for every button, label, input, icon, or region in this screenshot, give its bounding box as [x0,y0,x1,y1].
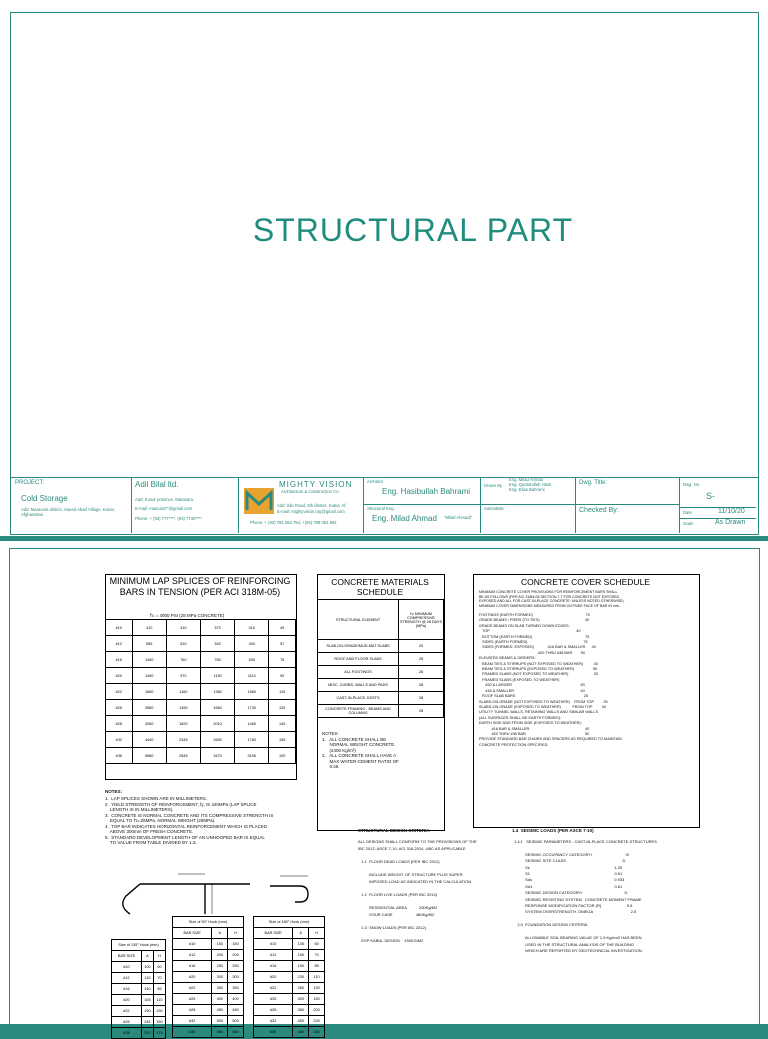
drawn-cell [481,477,576,533]
dwg-title-cell [576,477,680,533]
bar-size: #12 [173,950,212,961]
structural-element: MISC. CURBS, WALLS AND PADS [318,679,399,692]
hook-length: 140 [269,716,296,732]
lap-notes: 1. LAP SPLICES SHOWN ARE IN MILLIMETERS. 2. YIELD STRENGTH OF REINFORCEMENT, fy, IS 420MPa (LAP SPLICE LENGTH IS IN MILLIMETERS). 3. CONCRETE IS NORMAL CONCRETE AND ITS COMPRESSIVE STRENGTH IS EQUAL TO f'c=28MPa, NORMAL WEIGHT (28MPa). 4. TOP BAR INDICATES HORIZONTAL REINFORCEMENT WHICH IS PLACED ABOVE 300mm OF FRESH CONCRETE. 5. STANDARD DEVELOPMENT LENGTH OF AN UNHOOPED BAR IS EQUAL TO VALUE FROM TABLE DIVIDED BY 1.3. [105,796,274,845]
table-row [173,1016,244,1027]
bar-size: #28 [173,1005,212,1016]
hook-length: 45 [269,620,296,636]
table-header-row [254,928,325,939]
dimension-a: 100 [141,962,153,973]
structural-element: CAST-IN-PLACE JOISTS [318,692,399,705]
compressive-strength: 28 [399,666,444,679]
column-header: H [309,928,325,939]
table-row [106,668,296,684]
structural-label: Structural Eng. [367,506,395,511]
table-row [106,636,296,652]
client-name: Adil Bilal ltd. [135,480,179,489]
date-value: 11/10/20 [718,508,745,515]
bar-size: #10 [173,939,212,950]
dimension-a: 380 [293,1005,309,1016]
table-row [112,973,166,984]
dimension-a: 245 [141,1017,153,1028]
dimension-a: 150 [293,950,309,961]
bar-size: #25 [254,994,293,1005]
checked-label: Checked By: [579,507,619,514]
bar-size: #36 [254,1027,293,1038]
dimension-a: 230 [293,972,309,983]
top-bar-class-a: 1650 [132,684,166,700]
other-bar-class-a: 780 [200,652,234,668]
table-row [106,716,296,732]
dimension-a: 480 [293,1027,309,1038]
dimension-h: 250 [228,961,244,972]
seismic-text: 1.4.1 SEISMIC PARAMETERS - CAST-IN-PLACE CONCRETE STRUCTURES SEISMIC OCCUPANCY CATEGORY/ IV SEISMIC SITE CLASS D Ss 1.25 S1 0.51 Sds 0.933 Sd1 0.61 SEISMIC DESIGN CATEGORY/ D SEISMIC RESISTING SYSTEM CONCRETE MOMENT FRAME RESPONSE MODIFICATION FACTOR (R) 5.5 SYSTEM OVERSTRENGTH, OMEGA 2.5 2.0 FOUNDATION DESIGN CRITERIA ALLOWABLE SOIL BEARING VALUE OF 1.5 Kg/cm2 HAS BEEN USED IN THE STRUCTURAL ANALYSIS OF THE BUILDING WHICH ARE REPORTED BY GEOTECHNICAL INVESTIGATION. [514,839,657,953]
table-row [173,939,244,950]
bar-size: #12 [106,636,133,652]
table-title: Size of 180° Hook (mm) [254,917,325,928]
dimension-h: 200 [228,950,244,961]
top-bar-class-b: 610 [166,636,200,652]
other-bar-class-b: 3195 [235,748,269,764]
table-row [112,1017,166,1028]
bar-size: #16 [173,961,212,972]
scale-label: Scale [683,521,694,526]
drawn-by-label: Drawn By [484,483,503,488]
hook-90-table [172,916,244,1038]
hook-135-table [111,939,166,1039]
top-bar-class-b: 970 [166,668,200,684]
divider [576,504,679,505]
table-header-row [173,928,244,939]
design-title: STRUCTURAL DESIGN CRITERIA [358,828,430,833]
dimension-a: 450 [212,1005,228,1016]
structural-name: Eng. Milad Ahmad [372,514,437,523]
top-bar-class-b: 1820 [166,716,200,732]
hook-length: 125 [269,700,296,716]
dimension-a: 450 [293,1016,309,1027]
dimension-h: 60 [153,962,165,973]
other-bar-class-a: 2690 [200,732,234,748]
bar-size: #25 [112,1017,142,1028]
materials-notes: NOTES: 1. ALL CONCRETE SHALL BE NORMAL WEIGHT CONCRETE. (2400 Kg/m³) 2. ALL CONCRETE SHALL HAVE A MAX WATER-CEMENT RATIO OF 0.45. [322,731,399,769]
other-bar-class-b: 1110 [235,668,269,684]
column-header: H [228,928,244,939]
column-header: BAR SIZE [254,928,293,939]
table-row [173,961,244,972]
other-bar-class-a: 370 [200,620,234,636]
company-phone: Phone: + (93) 784 284 754, +(93) 788 054 964 [250,520,337,525]
cover-schedule-title: CONCRETE COVER SCHEDULE [521,577,650,587]
bar-size: #22 [112,1006,142,1017]
table-row [318,692,444,705]
top-bar-class-a: 2560 [132,700,166,716]
client-address: Add: Kunar province, Maravara. [135,497,195,502]
column-header: A [141,951,153,962]
project-cell [11,477,132,533]
top-bar-class-b: 2345 [166,732,200,748]
date-label: Date [683,510,692,515]
table-row [254,994,325,1005]
bar-size: #28 [254,1005,293,1016]
dimension-a: 165 [141,995,153,1006]
dimension-h: 230 [309,1016,325,1027]
other-bar-class-b: 1560 [235,684,269,700]
table-row [318,679,444,692]
dimension-h: 300 [228,972,244,983]
dimension-h: 85 [153,984,165,995]
table-row [254,961,325,972]
company-email: E-mail: mightyvision.org@gmail.com [277,509,345,514]
other-bar-class-b: 1450 [235,716,269,732]
seismic-title: 1.4 SEISMIC LOADS (PER ASCE 7-10) [512,828,594,833]
dimension-a: 560 [212,1027,228,1038]
dimension-h: 260 [309,1027,325,1038]
top-bar-class-a: 1490 [132,668,166,684]
structural-element: SLAB-ON-GRADE/MUD-MAT SLABS [318,640,399,653]
table-row [254,1027,325,1038]
table-row [254,950,325,961]
dimension-h: 70 [309,950,325,961]
table-row [173,1027,244,1038]
divider [481,504,575,505]
structural-element: CONCRETE FRAMING - BEAMS AND COLUMNS [318,705,399,718]
bar-size: #25 [106,700,133,716]
top-bar-class-b: 410 [166,620,200,636]
bar-size: #12 [254,950,293,961]
dimension-a: 320 [141,1028,153,1039]
dimension-a: 300 [212,972,228,983]
table-row [112,984,166,995]
table-row [173,983,244,994]
table-row [106,748,296,764]
table-row [254,983,325,994]
bar-size: #22 [254,983,293,994]
dimension-a: 150 [212,939,228,950]
top-bar-class-a: 5980 [132,748,166,764]
top-bar-class-a: 410 [132,620,166,636]
hook-length: 159 [269,732,296,748]
dimension-h: 200 [309,1005,325,1016]
table-row [173,950,244,961]
bar-size: #36 [106,748,133,764]
structural-element: ROOF AND FLOOR SLABS [318,653,399,666]
bar-size: #12 [112,973,142,984]
other-bar-class-a: 1660 [200,700,234,716]
top-bar-class-a: 3260 [132,716,166,732]
bar-size: #16 [254,961,293,972]
table-row [173,1005,244,1016]
submittals-label: Submittals [484,506,504,511]
materials-title: CONCRETE MATERIALS SCHEDULE [331,577,429,597]
dimension-a: 400 [212,994,228,1005]
table-row [254,1005,325,1016]
dimension-a: 500 [212,1016,228,1027]
top-bar-class-a: 4440 [132,732,166,748]
divider [364,504,480,505]
materials-col2: f'c MINIMUM COMPRESSIVE STRENGTH @ 28 DAYS (MPa) [399,600,444,640]
bar-size: #36 [173,1027,212,1038]
top-bar-class-a: 1450 [132,652,166,668]
dimension-a: 280 [293,983,309,994]
structural-element: ALL FOOTINGS [318,666,399,679]
dwg-no-cell [680,477,756,533]
column-header: BAR SIZE [173,928,212,939]
dimension-h: 500 [228,1016,244,1027]
materials-col1: STRUCTURAL ELEMENT [318,600,399,640]
bar-size: #20 [112,995,142,1006]
dimension-a: 350 [212,983,228,994]
table-row [106,684,296,700]
hook-length: 75 [269,652,296,668]
top-bar-class-b: 1160 [166,684,200,700]
cover-title: STRUCTURAL PART [252,212,574,248]
dimension-a: 135 [293,939,309,950]
table-title-row [173,917,244,928]
dimension-h: 130 [153,1006,165,1017]
compressive-strength: 28 [399,705,444,718]
bar-size: #22 [173,983,212,994]
top-bar-class-b: 2845 [166,748,200,764]
table-row [173,994,244,1005]
top-bar-class-b: 1450 [166,700,200,716]
architect-label: Architect [367,479,384,484]
bar-size: #32 [106,732,133,748]
column-header: BAR SIZE [112,951,142,962]
bar-size: #10 [254,939,293,950]
project-name: Cold Storage [21,494,68,503]
drawn-by-names: Eng. Milad Ahmad Eng. Qudratullah Hasir Eng. Elias Bahrami [509,477,552,492]
bar-size: #28 [106,716,133,732]
bar-size: #20 [254,972,293,983]
dimension-h: 560 [228,1027,244,1038]
table-title: Size of 90° Hook (mm) [173,917,244,928]
dimension-a: 115 [141,973,153,984]
sheet-border [10,12,759,535]
other-bar-class-a: 1130 [200,668,234,684]
dimension-h: 70 [153,973,165,984]
table-row [112,962,166,973]
bar-size: #25 [173,994,212,1005]
dimension-h: 110 [309,972,325,983]
bar-size: #20 [106,668,133,684]
bar-size: #22 [106,684,133,700]
table-row [254,939,325,950]
dimension-a: 300 [293,994,309,1005]
materials-table [317,599,444,718]
hook-length: 57 [269,636,296,652]
dwg-title-label: Dwg. Title: [579,480,608,486]
dimension-h: 450 [228,1005,244,1016]
lap-notes-title: NOTES: [105,789,123,794]
dimension-h: 60 [309,939,325,950]
design-text: ALL DESIGNS SHALL CONFORM TO THE PROVISIONS OF THE IBC 2012, ASCE 7-10, ACI 318-2014, UBC AS APPLICABLE 1.1 FLOOR DEAD LOADS (PER IBC 2012) INCLUDE WEIGHT OF STRUCTURE PLUS SUPER IMPOSED LOAD AS INDICATED IN THE CALCULATION 1.2 FLOOR LIVE LOADS (PER IBC 2012) RESIDENTIAL AREA 200Kg/M2 STAIR CASE 480Kg/M2 1.3 SNOW LOADS (PER IBC 2012) EXP KABUL DESIGN 150KG/M2 [358,839,477,943]
other-bar-class-a: 2010 [200,716,234,732]
other-bar-class-b: 1780 [235,732,269,748]
company-address: Add: Silo Road, 5th district, Kabul, Af. [277,503,347,508]
cover-schedule-body: FOOTINGS (EARTH FORMED) 75 GRADE BEAMS / PIERS (TO TIES) 40 GRADE BEAMS ON SLAB TURNED DOWN EDGES: TOP 40 BOTTOM (EARTH FORMED) 75 SIDES (EARTH FORMED) 75 SIDES (FORMED, EXPOSED) #16 BAR & SMALLER 40 #20 THRU #36 BAR 50 ELEVATED BEAMS & GIRDERS: BEAM TIES & STIRRUPS (NOT EXPOSED TO WEATHER) 40 BEAM TIES & STIRRUPS (EXPOSED TO WEATHER) 50 FRAMED SLABS (NOT EXPOSED TO WEATHER) 20 FRAMED SLABS (EXPOSED TO WEATHER) #20 & LARGER 50 #16 & SMALLER 40 ROOF SLAB BARS 25 SLABS-ON-GRADE (NOT EXPOSED TO WEATHER) FROM TOP 25 SLABS-ON-GRADE (EXPOSED TO WEATHER) FROM TOP 40 UTILITY TUNNEL WALLS, RETAINING WALLS AND SIMILAR WALLS (ALL SURFACES SHALL BE EARTH FORMED): EARTH SIDE AND FROM SIDE (EXPOSED TO WEATHER): #16 BAR & SMALLER 40 #20 THRU #36 BAR 50 PROVIDE STANDARD BAR CHAIRS AND SPACERS AS REQUIRED TO MAINTAIN CONCRETE PROTECTION SPECIFIED. [479,613,622,747]
table-row [318,640,444,653]
scale-value: As Drawn [715,519,746,526]
other-bar-class-a: 3470 [200,748,234,764]
compressive-strength: 25 [399,640,444,653]
hook-180-table [253,916,325,1038]
dwg-no: S- [706,491,715,501]
table-row [112,995,166,1006]
bar-size: #32 [254,1016,293,1027]
dimension-h: 350 [228,983,244,994]
structural-note: "Milad Ahmadi" [444,515,473,520]
client-cell [132,477,239,533]
other-bar-class-a: 1360 [200,684,234,700]
dimension-h: 150 [153,1017,165,1028]
table-row [106,732,296,748]
dimension-h: 150 [228,939,244,950]
other-bar-class-b: 830 [235,652,269,668]
compressive-strength: 28 [399,679,444,692]
dimension-h: 175 [153,1028,165,1039]
table-row [112,1028,166,1039]
top-bar-class-a: 565 [132,636,166,652]
table-header-row [112,951,166,962]
schedule-sheet [0,541,768,1035]
other-bar-class-a: 340 [200,636,234,652]
table-row [106,700,296,716]
bar-size: #20 [173,972,212,983]
table-row [318,653,444,666]
engineers-cell [364,477,481,533]
top-bar-class-b: 760 [166,652,200,668]
dimension-a: 250 [212,961,228,972]
table-row [173,972,244,983]
lap-splice-subtitle: f'c = 4000 PSI (28 MPa CONCRETE) [150,613,225,618]
dimension-a: 190 [293,961,309,972]
client-phone: Phone: + (93) 777****, (93) 7730**** [135,516,202,521]
bar-size: #16 [106,652,133,668]
column-header: A [293,928,309,939]
dimension-a: 200 [212,950,228,961]
table-row [112,1006,166,1017]
table-title-row [112,940,166,951]
column-header: H [153,951,165,962]
table-row [254,1016,325,1027]
table-row [318,666,444,679]
dimension-h: 85 [309,961,325,972]
bar-size: #32 [173,1016,212,1027]
dimension-a: 140 [141,984,153,995]
table-title-row [254,917,325,928]
table-title: Size of 135° Hook (mm) [112,940,166,951]
other-bar-class-b: 410 [235,620,269,636]
company-name: MIGHTY VISION [279,480,353,489]
lap-splice-table [105,619,296,764]
hook-length: 90 [269,668,296,684]
project-address: Add: Maravara district, Saeed Abad Village, Kunar, Afghanistan. [21,507,115,517]
architect-name: Eng. Hasibullah Bahrami [382,487,471,496]
dimension-h: 110 [153,995,165,1006]
dimension-h: 130 [309,983,325,994]
company-cell [239,477,364,533]
bar-size: #10 [106,620,133,636]
project-label: PROJECT: [15,480,45,486]
table-row [106,652,296,668]
lap-splice-title: MINIMUM LAP SPLICES OF REINFORCING BARS IN TENSION (PER ACI 318M-05) [109,576,291,597]
dwg-no-label: Dwg. No. [683,482,701,487]
dimension-a: 190 [141,1006,153,1017]
other-bar-class-b: 400 [235,636,269,652]
hook-length: 190 [269,748,296,764]
hook-length: 110 [269,684,296,700]
bar-size: #10 [112,962,142,973]
compressive-strength: 28 [399,692,444,705]
cover-schedule-intro: MINIMUM CONCRETE COVER PROVISIONS FOR REINFORCEMENT BARS SHALL BE AS FOLLOWS (PER ACI 318M-05 SECTION 7.7 FOR CONCRETE NOT EXPOSED, EXPOSED AND ALL FOR CAST-IN-PLACE CONCRETE; UNLESS NOTED OTHERWISE). MINIMUM COVER DIMENSIONS MEASURED FROM OUTSIDE FACE OF BAR IN mm. [479,590,625,608]
bar-size: #28 [112,1028,142,1039]
dimension-h: 150 [309,994,325,1005]
company-sub: Architecture & Construction Co. [281,489,340,494]
table-row [106,620,296,636]
column-header: A [212,928,228,939]
table-row [254,972,325,983]
dimension-h: 400 [228,994,244,1005]
other-bar-class-b: 1730 [235,700,269,716]
client-email: E-mail: mamund**@gmail.com [135,506,193,511]
bar-size: #16 [112,984,142,995]
compressive-strength: 28 [399,653,444,666]
table-row [318,705,444,718]
